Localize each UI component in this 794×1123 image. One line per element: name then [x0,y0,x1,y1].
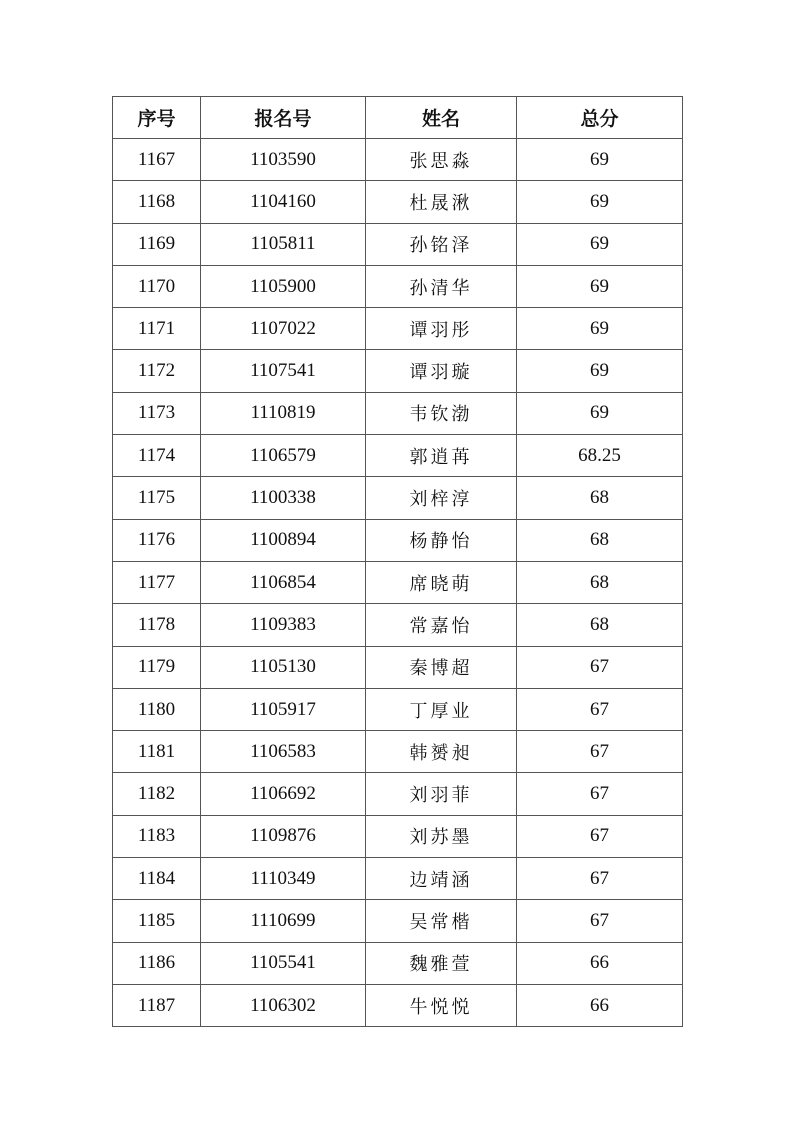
cell-reg-no: 1105130 [201,646,366,688]
cell-seq: 1167 [113,139,201,181]
cell-total: 69 [517,308,683,350]
cell-name: 秦博超 [366,646,517,688]
table-row [113,688,683,730]
cell-reg-no: 1104160 [201,181,366,223]
cell-reg-no: 1105900 [201,265,366,307]
cell-seq: 1171 [113,308,201,350]
cell-total: 67 [517,731,683,773]
cell-seq: 1174 [113,435,201,477]
cell-total: 67 [517,858,683,900]
table-row [113,139,683,181]
cell-name: 谭羽彤 [366,308,517,350]
cell-reg-no: 1107022 [201,308,366,350]
table-row [113,477,683,519]
cell-total: 66 [517,984,683,1026]
table-body [113,139,683,1027]
cell-seq: 1173 [113,392,201,434]
cell-seq: 1185 [113,900,201,942]
table-row [113,308,683,350]
cell-reg-no: 1105811 [201,223,366,265]
cell-reg-no: 1105541 [201,942,366,984]
cell-total: 66 [517,942,683,984]
cell-name: 牛悦悦 [366,984,517,1026]
cell-reg-no: 1106854 [201,561,366,603]
cell-reg-no: 1100894 [201,519,366,561]
cell-name: 杨静怡 [366,519,517,561]
cell-seq: 1170 [113,265,201,307]
cell-seq: 1168 [113,181,201,223]
cell-seq: 1179 [113,646,201,688]
table-row [113,519,683,561]
table-row [113,984,683,1026]
cell-total: 68.25 [517,435,683,477]
cell-reg-no: 1109876 [201,815,366,857]
cell-total: 68 [517,519,683,561]
header-name: 姓名 [366,97,517,139]
header-seq: 序号 [113,97,201,139]
cell-name: 孙铭泽 [366,223,517,265]
table-row [113,350,683,392]
cell-reg-no: 1107541 [201,350,366,392]
cell-seq: 1176 [113,519,201,561]
cell-total: 67 [517,815,683,857]
cell-name: 常嘉怡 [366,604,517,646]
cell-seq: 1186 [113,942,201,984]
cell-total: 68 [517,477,683,519]
cell-name: 丁厚业 [366,688,517,730]
cell-total: 69 [517,392,683,434]
cell-name: 刘苏墨 [366,815,517,857]
cell-seq: 1172 [113,350,201,392]
cell-reg-no: 1106302 [201,984,366,1026]
cell-total: 68 [517,561,683,603]
cell-seq: 1180 [113,688,201,730]
cell-name: 孙清华 [366,265,517,307]
table-row [113,646,683,688]
cell-reg-no: 1105917 [201,688,366,730]
table-row [113,900,683,942]
table-row [113,392,683,434]
cell-total: 67 [517,688,683,730]
cell-reg-no: 1106583 [201,731,366,773]
table-row [113,181,683,223]
table-row [113,773,683,815]
header-total: 总分 [517,97,683,139]
cell-seq: 1177 [113,561,201,603]
cell-reg-no: 1100338 [201,477,366,519]
cell-reg-no: 1109383 [201,604,366,646]
cell-name: 刘羽菲 [366,773,517,815]
cell-reg-no: 1110819 [201,392,366,434]
cell-name: 边靖涵 [366,858,517,900]
cell-name: 魏雅萱 [366,942,517,984]
cell-name: 刘梓淳 [366,477,517,519]
cell-seq: 1183 [113,815,201,857]
cell-reg-no: 1110349 [201,858,366,900]
table-row [113,942,683,984]
header-reg-no: 报名号 [201,97,366,139]
cell-name: 郭逍苒 [366,435,517,477]
cell-name: 谭羽璇 [366,350,517,392]
table-row [113,223,683,265]
cell-name: 韦钦渤 [366,392,517,434]
table-header-row [113,97,683,139]
cell-name: 吴常楷 [366,900,517,942]
cell-seq: 1178 [113,604,201,646]
cell-name: 杜晟湫 [366,181,517,223]
table-row [113,561,683,603]
cell-reg-no: 1103590 [201,139,366,181]
cell-seq: 1187 [113,984,201,1026]
cell-total: 67 [517,773,683,815]
cell-total: 69 [517,139,683,181]
cell-total: 67 [517,900,683,942]
table-row [113,265,683,307]
cell-reg-no: 1106579 [201,435,366,477]
table-row [113,731,683,773]
cell-total: 67 [517,646,683,688]
cell-reg-no: 1110699 [201,900,366,942]
cell-total: 69 [517,181,683,223]
table-row [113,858,683,900]
cell-seq: 1181 [113,731,201,773]
cell-total: 69 [517,265,683,307]
table-row [113,435,683,477]
table-row [113,604,683,646]
cell-reg-no: 1106692 [201,773,366,815]
table-row [113,815,683,857]
cell-name: 席晓萌 [366,561,517,603]
cell-seq: 1182 [113,773,201,815]
cell-seq: 1169 [113,223,201,265]
cell-name: 张思淼 [366,139,517,181]
cell-total: 69 [517,350,683,392]
cell-total: 69 [517,223,683,265]
score-table [112,96,683,1027]
cell-seq: 1175 [113,477,201,519]
cell-total: 68 [517,604,683,646]
cell-name: 韩赟昶 [366,731,517,773]
cell-seq: 1184 [113,858,201,900]
